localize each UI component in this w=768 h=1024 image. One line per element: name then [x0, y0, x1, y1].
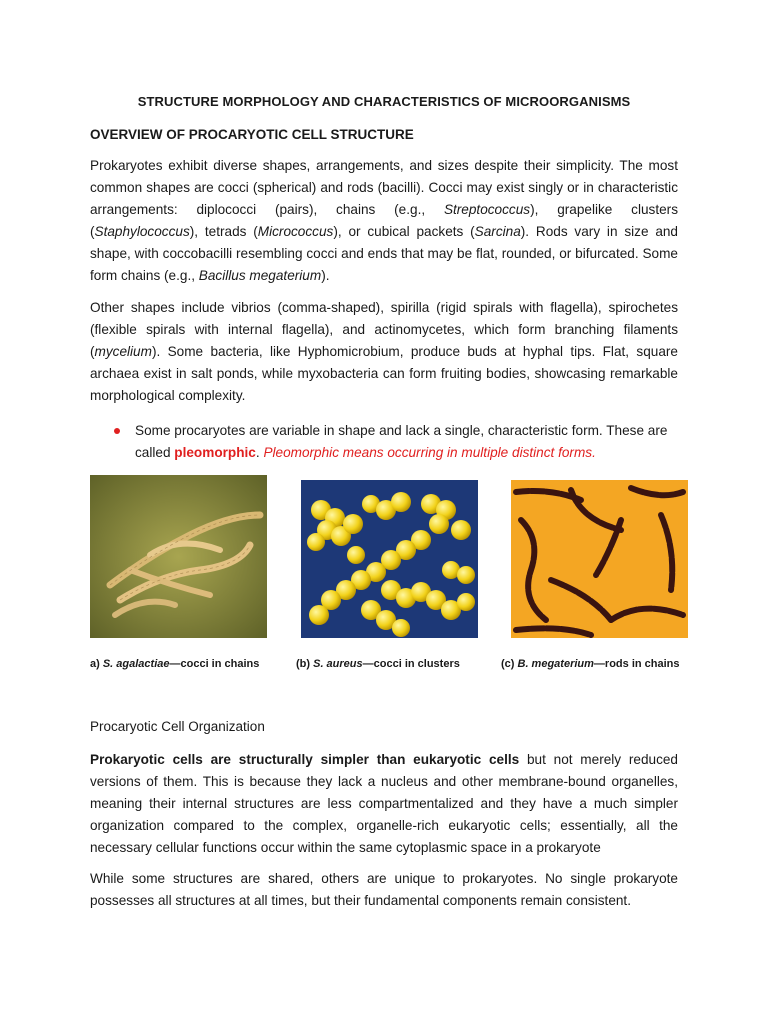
paragraph-organization: Prokaryotic cells are structurally simpler than eukaryotic cells but not merely reduced versions of them. This is because they lack a nucleus and other membrane-bound organelles, meaning their internal structures are less compartmentalized and they have a much simpler organization compared to the complex, organelle-rich eukaryotic cells; essentially, all the necessary cellular functions occur within the same cytoplasmic space in a prokaryote [90, 752, 678, 855]
paragraph-structures: While some structures are shared, others are unique to prokaryotes. No single prokaryote possesses all structures at all times, but their fundamental components remain consistent. [90, 871, 678, 908]
pleomorphic-term: pleomorphic [174, 445, 256, 460]
paragraph-shapes: Prokaryotes exhibit diverse shapes, arrangements, and sizes despite their simplicity. The most common shapes are cocci (spherical) and rods (bacilli). Cocci may exist singly or in characteristic arrangements: diplococci (pairs), chains (e.g., Streptococcus), grapelike clusters (Staphylococcus), tetrads (Micrococcus), or cubical packets (Sarcina). Rods vary in size and shape, with coccobacilli resembling cocci and ends that may be flat, rounded, or bifurcated. Some form chains (e.g., Bacillus megaterium). [90, 158, 678, 283]
caption-b: (b) S. aureus—cocci in clusters [296, 658, 460, 670]
bullet-icon [114, 428, 120, 434]
document-title: STRUCTURE MORPHOLOGY AND CHARACTERISTICS OF MICROORGANISMS [137, 94, 631, 109]
section-heading-overview: OVERVIEW OF PROCARYOTIC CELL STRUCTURE [90, 127, 414, 142]
figure-s-agalactiae [90, 475, 267, 638]
caption-c: (c) B. megaterium—rods in chains [501, 658, 680, 670]
figure-s-aureus [301, 480, 478, 638]
bullet-text: Some procaryotes are variable in shape and lack a single, characteristic form. These are called pleomorphic. Pleomorphic means occurring in multiple distinct forms. [135, 423, 668, 460]
micrograph-cocci-chains-icon [90, 475, 267, 638]
micrograph-rods-chains-icon [511, 480, 688, 638]
figure-b-megaterium [511, 480, 688, 638]
micrograph-cocci-clusters-icon [301, 480, 478, 638]
pleomorphic-definition: Pleomorphic means occurring in multiple distinct forms. [263, 445, 596, 460]
paragraph-other-shapes: Other shapes include vibrios (comma-shaped), spirilla (rigid spirals with flagella), spirochetes (flexible spirals with internal flagella), and actinomycetes, which form branching filaments (mycelium). Some bacteria, like Hyphomicrobium, produce buds at hyphal tips. Flat, square archaea exist in salt ponds, while myxobacteria can form fruiting bodies, showcasing remarkable morphological complexity. [90, 300, 678, 403]
section-heading-organization: Procaryotic Cell Organization [90, 719, 265, 734]
caption-a: a) S. agalactiae—cocci in chains [90, 658, 260, 670]
